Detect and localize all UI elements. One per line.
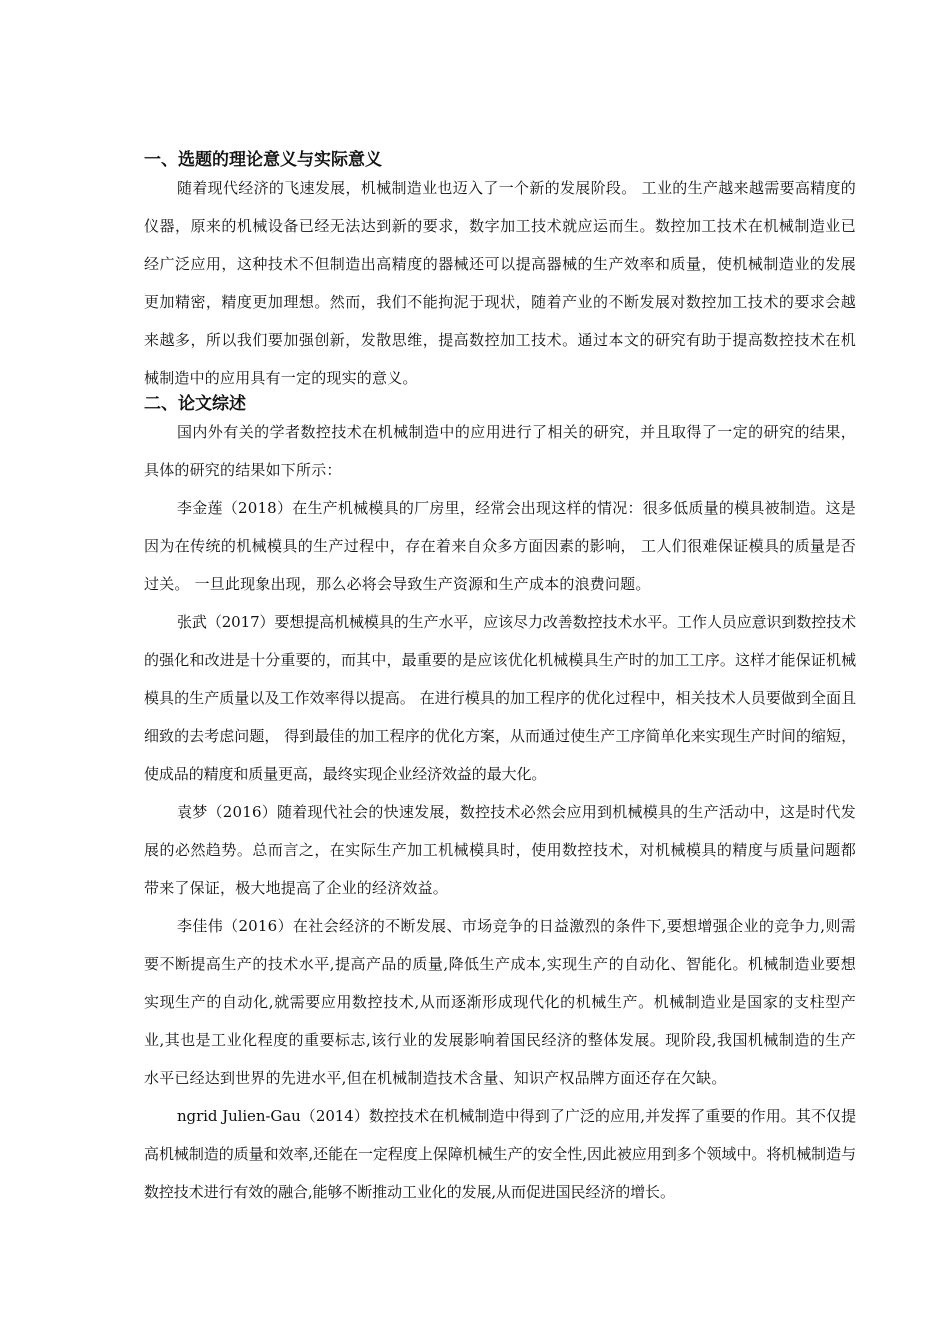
document-page: [144, 145, 856, 1211]
paragraph-significance: 随着现代经济的飞速发展，机械制造业也迈入了一个新的发展阶段。 工业的生产越来越需要高精度的仪器，原来的机械设备已经无法达到新的要求，数字加工技术就应运而生。数控加工技术在机械制造业已经广泛应用，这种技术不但制造出高精度的器械还可以提高器械的生产效率和质量，使机械制造业的发展更加精密，精度更加理想。然而，我们不能拘泥于现状，随着产业的不断发展对数控加工技术的要求会越来越多，所以我们要加强创新，发散思维，提高数控加工技术。通过本文的研究有助于提高数控技术在机械制造中的应用具有一定的现实的意义。: [144, 179, 856, 387]
paragraph-review-li-jinlian: 李金莲（2018）在生产机械模具的厂房里，经常会出现这样的情况：很多低质量的模具被制造。这是因为在传统的机械模具的生产过程中，存在着来自众多方面因素的影响， 工人们很难保证模具的质量是否过关。 一旦此现象出现，那么必将会导致生产资源和生产成本的浪费问题。: [144, 499, 856, 593]
section-heading-literature-review: 二、论文综述: [144, 394, 246, 414]
paragraph-review-li-jiawei: 李佳伟（2016）在社会经济的不断发展、市场竞争的日益激烈的条件下,要想增强企业的竞争力,则需要不断提高生产的技术水平,提高产品的质量,降低生产成本,实现生产的自动化、智能化。机械制造业要想实现生产的自动化,就需要应用数控技术,从而逐渐形成现代化的机械生产。机械制造业是国家的支柱型产业,其也是工业化程度的重要标志,该行业的发展影响着国民经济的整体发展。现阶段,我国机械制造的生产水平已经达到世界的先进水平,但在机械制造技术含量、知识产权品牌方面还存在欠缺。: [144, 917, 856, 1087]
paragraph-review-julien-gau: ngrid Julien-Gau（2014）数控技术在机械制造中得到了广泛的应用,并发挥了重要的作用。其不仅提高机械制造的质量和效率,还能在一定程度上保障机械生产的安全性,因此被应用到多个领域中。将机械制造与数控技术进行有效的融合,能够不断推动工业化的发展,从而促进国民经济的增长。: [144, 1107, 856, 1201]
paragraph-review-yuan-meng: 袁梦（2016）随着现代社会的快速发展，数控技术必然会应用到机械模具的生产活动中，这是时代发展的必然趋势。总而言之，在实际生产加工机械模具时，使用数控技术，对机械模具的精度与质量问题都带来了保证，极大地提高了企业的经济效益。: [144, 803, 856, 897]
paragraph-review-intro: 国内外有关的学者数控技术在机械制造中的应用进行了相关的研究，并且取得了一定的研究的结果，具体的研究的结果如下所示：: [144, 423, 856, 479]
paragraph-review-zhang-wu: 张武（2017）要想提高机械模具的生产水平，应该尽力改善数控技术水平。工作人员应意识到数控技术的强化和改进是十分重要的，而其中，最重要的是应该优化机械模具生产时的加工工序。这样才能保证机械模具的生产质量以及工作效率得以提高。 在进行模具的加工程序的优化过程中，相关技术人员要做到全面且细致的去考虑问题， 得到最佳的加工程序的优化方案，从而通过使生产工序简单化来实现生产时间的缩短，使成品的精度和质量更高，最终实现企业经济效益的最大化。: [144, 613, 856, 783]
section-heading-significance: 一、选题的理论意义与实际意义: [144, 150, 382, 170]
